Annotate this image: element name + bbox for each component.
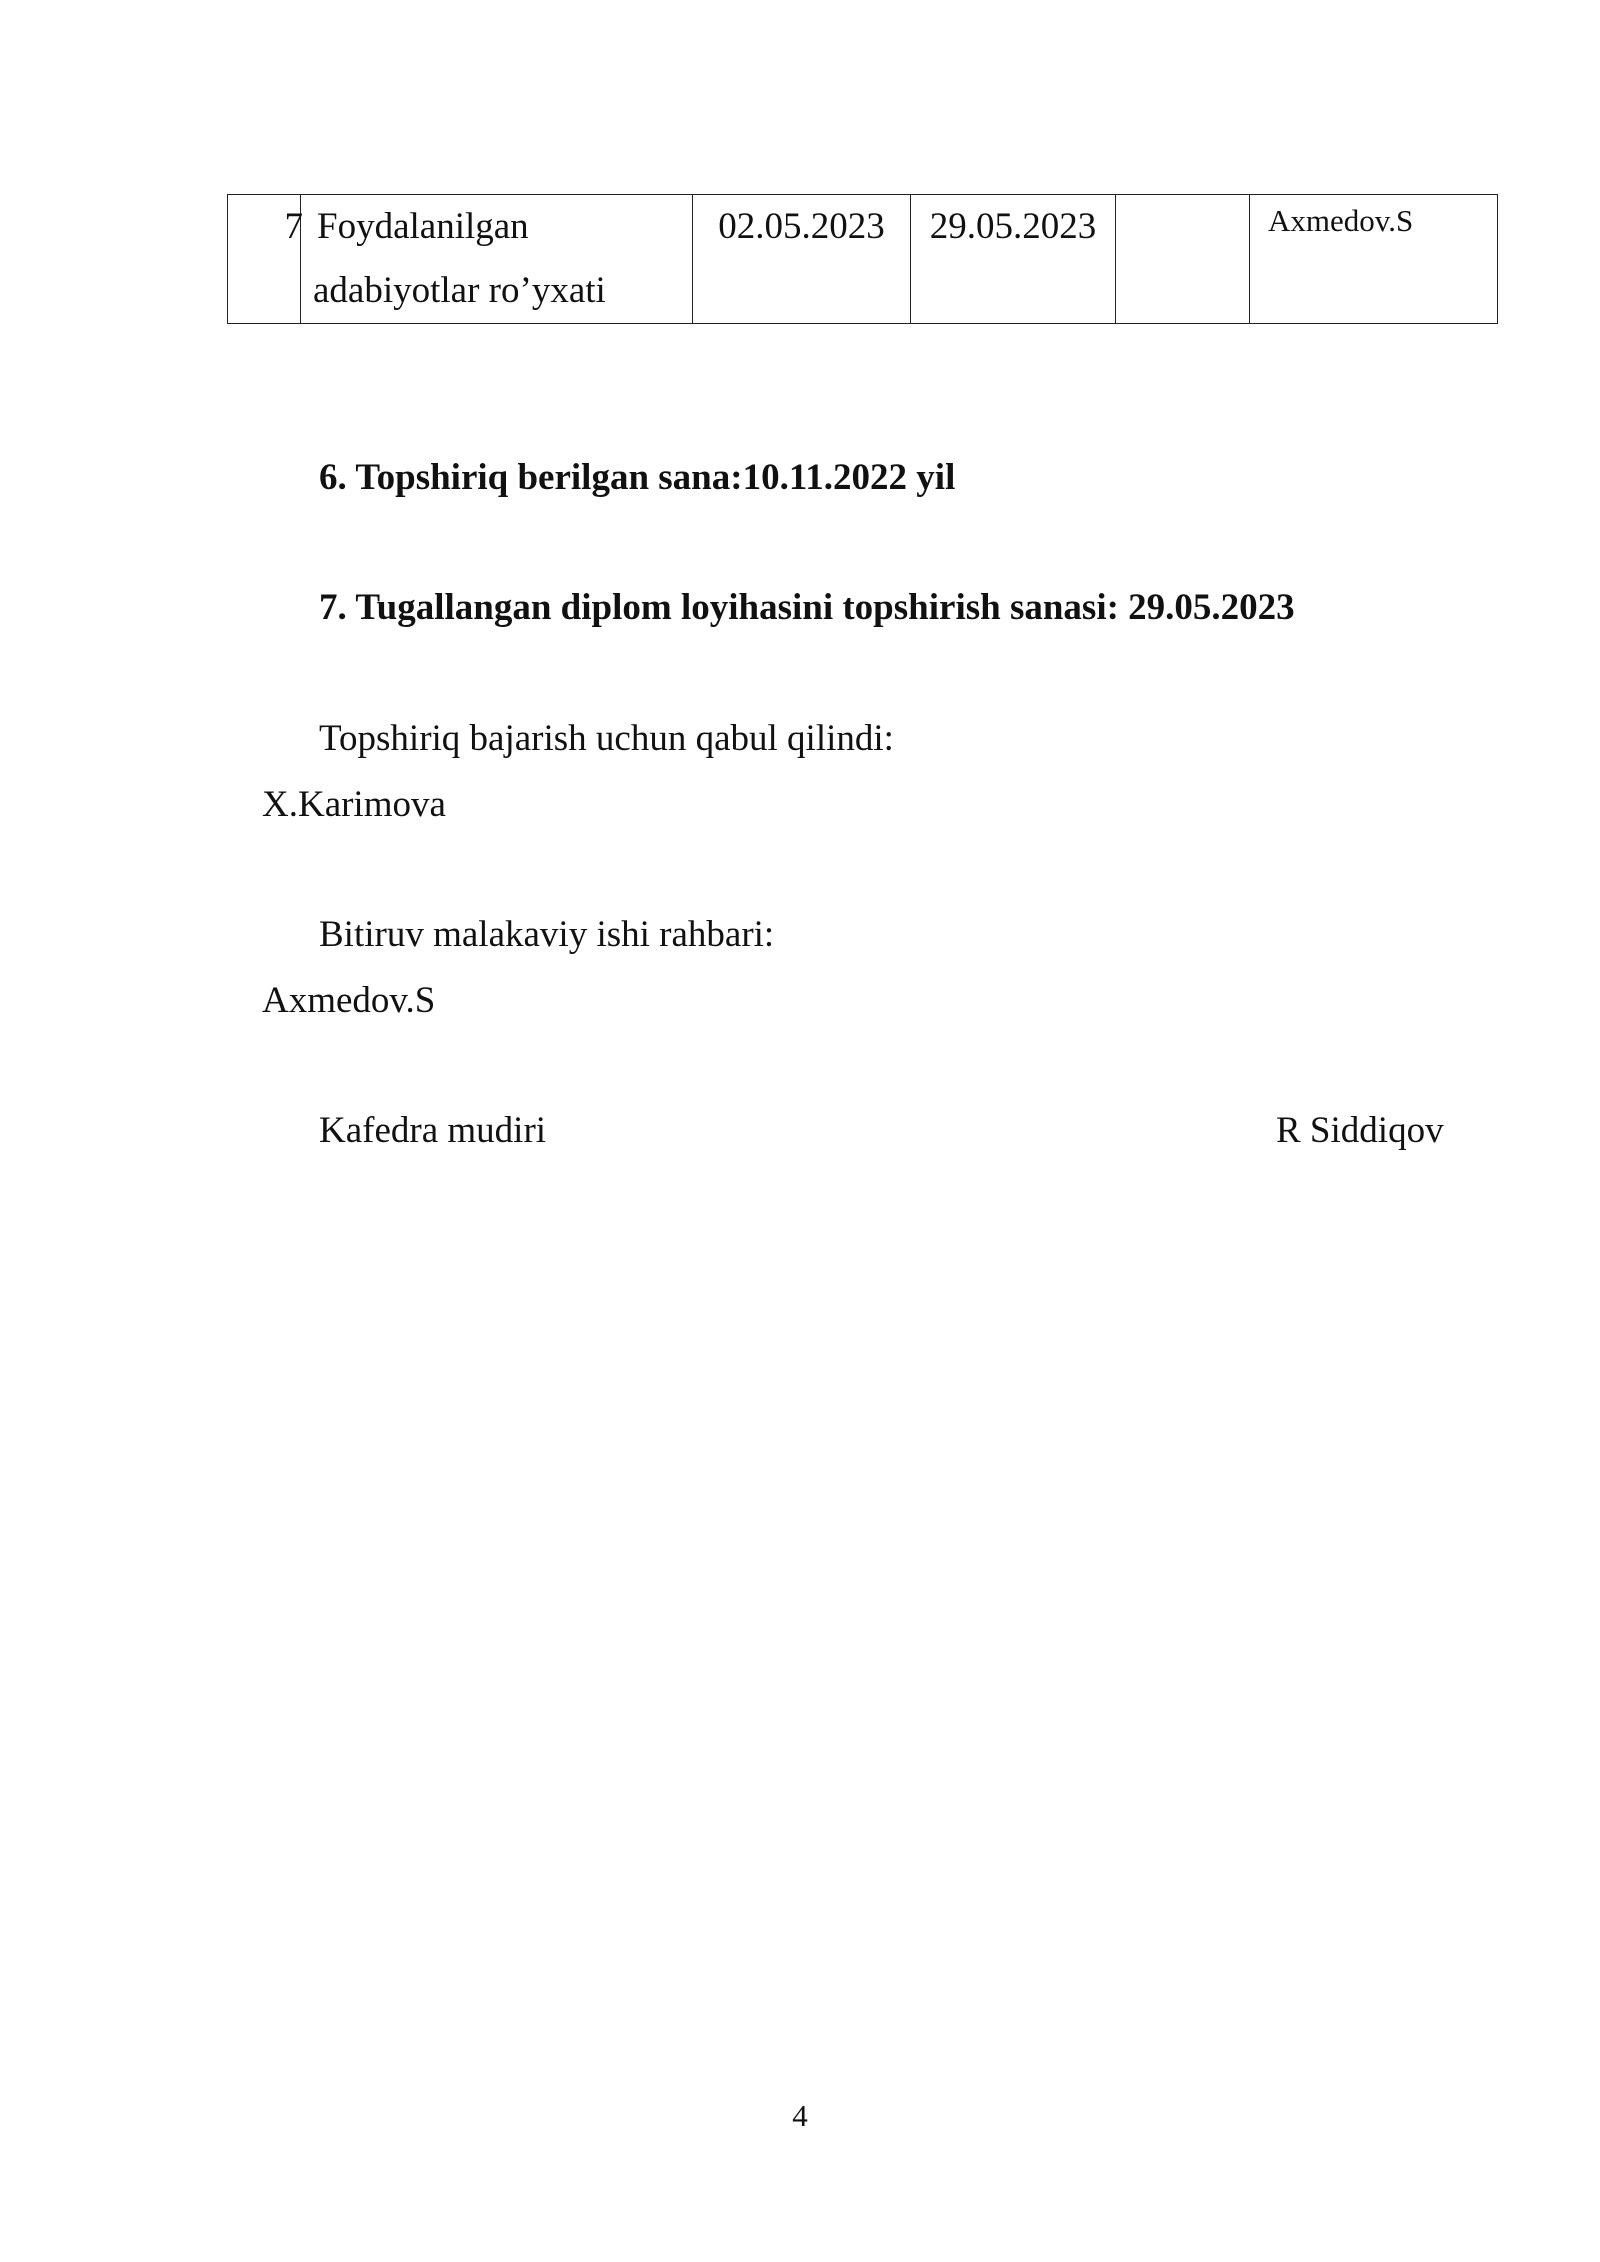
end-date-cell [911,195,1116,324]
schedule-table [227,194,1498,324]
submission-date-line: 7. Tugallangan diplom loyihasini topshirish sanasi: 29.05.2023 [319,587,1295,628]
department-head-name: R Siddiqov [1276,1110,1444,1151]
accepted-name: X.Karimova [262,784,446,825]
start-date-cell [693,195,911,324]
page-number: 4 [792,2098,808,2133]
supervisor-name: Axmedov.S [262,980,436,1021]
row-number: 7 [284,206,303,247]
department-head-label: Kafedra mudiri [319,1110,547,1151]
mark-cell [1116,195,1250,324]
task-cell [301,195,693,324]
responsible-cell [1250,195,1498,324]
row-number-cell [228,195,301,324]
table-row [228,195,1498,324]
task-line-2: adabiyotlar ro’yxati [313,270,606,311]
assignment-date-line: 6. Topshiriq berilgan sana:10.11.2022 yil [319,457,956,498]
accepted-label: Topshiriq bajarish uchun qabul qilindi: [319,718,894,759]
start-date: 02.05.2023 [718,206,885,247]
responsible-name: Axmedov.S [1268,203,1414,238]
supervisor-label: Bitiruv malakaviy ishi rahbari: [319,914,775,955]
task-line-1: Foydalanilgan [317,206,529,247]
end-date: 29.05.2023 [929,206,1097,247]
